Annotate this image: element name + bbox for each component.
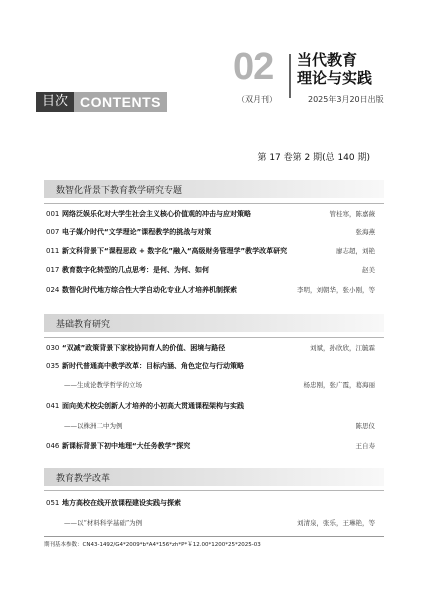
article-subtitle-row	[64, 518, 381, 529]
footer-rule	[44, 536, 384, 537]
toc-entry[interactable]	[46, 498, 381, 509]
article-authors: 刘清泉，张乐，王琳艳，等	[297, 519, 375, 527]
frequency: （双月刊）	[237, 95, 277, 104]
title-divider	[289, 54, 291, 98]
contents-banner	[36, 92, 167, 112]
toc-entry[interactable]	[46, 265, 381, 276]
article-title: 网络泛娱乐化对大学生社会主义核心价值观的冲击与应对策略	[62, 210, 251, 218]
contents-label-en: CONTENTS	[74, 92, 167, 112]
article-authors: 管桂寒，陈嘉薇	[329, 210, 375, 218]
toc-entry[interactable]	[46, 401, 381, 412]
issue-number: 02	[233, 46, 274, 88]
journal-title-line2: 理论与实践	[297, 69, 373, 87]
article-title: 数智化时代地方综合性大学自动化专业人才培养机制探索	[62, 286, 237, 294]
toc-entry[interactable]	[46, 285, 381, 296]
page-number: 001	[46, 210, 60, 218]
section-heading	[44, 314, 384, 332]
section-rule	[44, 490, 384, 491]
page-number: 041	[46, 402, 60, 410]
article-title: 教育数字化转型的几点思考：是何、为何、如何	[62, 266, 209, 274]
section-title: 教育教学改革	[56, 474, 111, 484]
article-subtitle-row	[64, 380, 381, 391]
article-title: 新课标背景下初中地理“大任务教学”探究	[62, 442, 191, 450]
page-number: 011	[46, 247, 60, 255]
article-subtitle-row	[64, 421, 381, 432]
page-number: 007	[46, 228, 60, 236]
page-number: 024	[46, 286, 60, 294]
article-authors: 廖志超，刘艳	[336, 247, 375, 255]
page-number: 035	[46, 362, 60, 370]
article-authors: 赵美	[362, 266, 375, 274]
section-heading	[44, 180, 384, 198]
toc-entry[interactable]	[46, 209, 381, 220]
page-number: 051	[46, 499, 60, 507]
article-title: 地方高校在线开放课程建设实践与探索	[62, 499, 181, 507]
article-title: 新文科背景下“课程思政 + 数字化”融入“高级财务管理学”教学改革研究	[62, 247, 288, 255]
toc-entry[interactable]	[46, 361, 381, 372]
toc-entry[interactable]	[46, 227, 381, 238]
journal-parameters: 期刊基本参数：CN43-1492/G4*2009*b*A4*156*zh*P*￥12.00*1200*25*2025-03	[44, 542, 261, 548]
article-authors: 李明，刘朝华，张小刚，等	[297, 286, 375, 294]
contents-label-cn: 目次	[36, 92, 74, 112]
section-rule	[44, 203, 384, 204]
section-rule	[44, 337, 384, 338]
page-number: 046	[46, 442, 60, 450]
journal-title-line1: 当代教育	[297, 51, 358, 69]
article-title: 面向美术校尖创新人才培养的小初高大贯通课程架构与实践	[62, 402, 244, 410]
article-authors: 王自寿	[355, 442, 375, 450]
article-title: 电子媒介时代“文学理论”课程教学的挑战与对策	[62, 228, 212, 236]
journal-title	[297, 51, 372, 87]
section-title: 基础教育研究	[56, 320, 111, 330]
toc-entry[interactable]	[46, 441, 381, 452]
section-title: 数智化背景下教育教学研究专题	[56, 186, 183, 196]
article-authors: 张海燕	[355, 228, 375, 236]
article-subtitle: ——以“材料科学基础”为例	[64, 519, 143, 527]
page-number: 017	[46, 266, 60, 274]
page-number: 030	[46, 344, 60, 352]
article-authors: 陈思仪	[355, 422, 375, 430]
article-title: “双减”政策背景下家校协同育人的价值、困境与路径	[62, 344, 226, 352]
publication-date: 2025年3月20日出版	[308, 95, 384, 104]
toc-entry[interactable]	[46, 343, 381, 354]
section-heading	[44, 468, 384, 486]
article-authors: 杨忠刚，张广霞，葛海丽	[303, 381, 375, 389]
article-title: 新时代普通高中教学改革：目标内涵、角色定位与行动策略	[62, 362, 244, 370]
article-subtitle: ——以株洲二中为例	[64, 422, 123, 430]
article-subtitle: ——生成论教学哲学的立场	[64, 381, 142, 389]
volume-info: 第 17 卷第 2 期(总 140 期)	[257, 153, 370, 163]
article-authors: 刘斌，孙欣欣，江毓霖	[310, 344, 375, 352]
toc-entry[interactable]	[46, 246, 381, 257]
